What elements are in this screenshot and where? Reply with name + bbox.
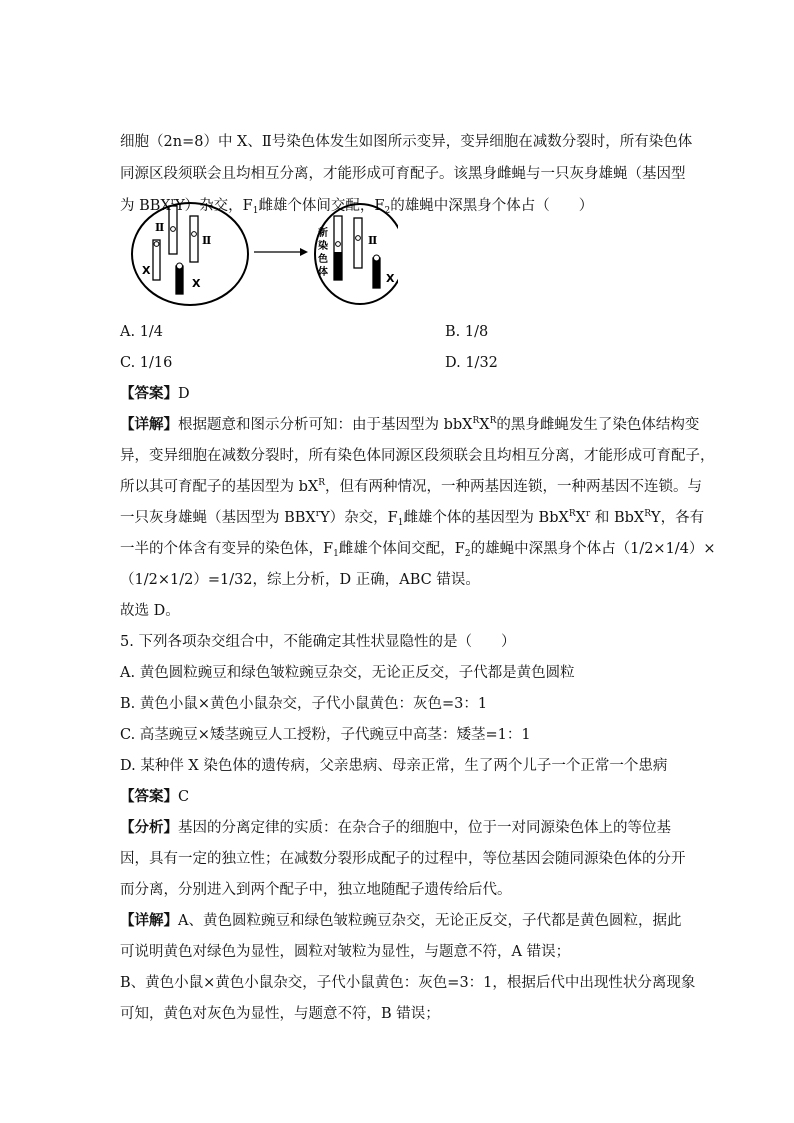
detail-1-line-7: 故选 D。: [120, 603, 180, 619]
svg-text:新: 新: [318, 228, 328, 239]
q5-option-b: B. 黄色小鼠×黄色小鼠杂交，子代小鼠黄色：灰色=3：1: [120, 696, 488, 712]
option-a: A. 1/4: [120, 324, 164, 340]
question-line-3: 为 BBX$^r$Y）杂交，$F_1$雌雄个体间交配，$F_2$的雄蝇中深黑身个体占（ ）: [120, 197, 594, 216]
detail-1-line-4: 一只灰身雄蝇（基因型为 BBX$^r$Y）杂交，$F_1$雌雄个体的基因型为 $BbX^RX^r$ 和 BbX$^R$Y，各有: [120, 509, 705, 528]
q5-option-a: A. 黄色圆粒豌豆和绿色皱粒豌豆杂交，无论正反交，子代都是黄色圆粒: [120, 665, 575, 681]
label-x-1: X: [142, 264, 151, 277]
analysis-line-3: 而分离，分别进入到两个配子中，独立地随配子遗传给后代。: [120, 882, 512, 898]
chromosome-x-variant: [373, 258, 380, 288]
label-ii-2: Ⅱ: [202, 234, 212, 247]
detail-1-line-2: 异，变异细胞在减数分裂时，所有染色体同源区段须联会且均相互分离，才能形成可育配子，: [120, 448, 715, 464]
option-b: B. 1/8: [445, 324, 489, 340]
svg-text:色: 色: [318, 254, 328, 265]
question-line-1: 细胞（2n=8）中 X、Ⅱ号染色体发生如图所示变异，变异细胞在减数分裂时，所有染色体: [120, 134, 693, 150]
chromosome-ii-variant: [354, 218, 362, 268]
answer-2: 【答案】C: [120, 788, 190, 805]
detail-2-line-2: 可说明黄色对绿色为显性，圆粒对皱粒为显性，与题意不符，A 错误；: [120, 944, 571, 960]
label-ii-3: Ⅱ: [368, 234, 378, 247]
label-x-2: X: [192, 277, 201, 290]
detail-1-line-3: 所以其可育配子的基因型为 $bX^R$，但有两种情况，一种两基因连锁，一种两基因不连锁。与: [120, 478, 702, 495]
detail-1-line-1: 【详解】根据题意和图示分析可知：由于基因型为 $bbX^RX^R$的黑身雌蝇发生了染色体结构变: [120, 416, 700, 433]
analysis-line-2: 因，具有一定的独立性；在减数分裂形成配子的过程中，等位基因会随同源染色体的分开: [120, 851, 686, 867]
arrow-head: [300, 248, 308, 256]
label-x-3: X: [386, 272, 395, 285]
chromosome-variation-figure: [128, 196, 398, 311]
question-line-2: 同源区段须联会且均相互分离，才能形成可育配子。该黑身雌蝇与一只灰身雄蝇（基因型: [120, 166, 686, 182]
detail-1-line-5: 一半的个体含有变异的染色体，$F_1$雌雄个体间交配，$F_2$的雄蝇中深黑身个体占（1/2×1/4）×: [120, 541, 716, 559]
q5-option-d: D. 某种伴 X 染色体的遗传病，父亲患病、母亲正常，生了两个儿子一个正常一个患病: [120, 758, 668, 774]
q5-option-c: C. 高茎豌豆×矮茎豌豆人工授粉，子代豌豆中高茎：矮茎=1：1: [120, 727, 531, 743]
detail-2-line-3: B、黄色小鼠×黄色小鼠杂交，子代小鼠黄色：灰色=3：1，根据后代中出现性状分离现象: [120, 975, 696, 991]
detail-1-line-6: （1/2×1/2）=1/32，综上分析，D 正确，ABC 错误。: [120, 572, 480, 588]
analysis-line-1: 【分析】基因的分离定律的实质：在杂合子的细胞中，位于一对同源染色体上的等位基: [120, 819, 671, 836]
svg-text:体: 体: [318, 267, 328, 278]
chromosome-x-right: [176, 266, 183, 294]
detail-2-line-4: 可知，黄色对灰色为显性，与题意不符，B 错误；: [120, 1006, 440, 1022]
option-d: D. 1/32: [445, 355, 498, 371]
chromosome-ii-right: [190, 216, 198, 262]
svg-text:染: 染: [318, 241, 328, 252]
new-chromosome-label: [318, 226, 328, 278]
option-c: C. 1/16: [120, 355, 173, 371]
q5-stem: 5. 下列各项杂交组合中，不能确定其性状显隐性的是（ ）: [120, 634, 516, 650]
label-ii-1: Ⅱ: [155, 221, 165, 234]
answer-1: 【答案】D: [120, 385, 190, 402]
detail-2-line-1: 【详解】A、黄色圆粒豌豆和绿色皱粒豌豆杂交，无论正反交，子代都是黄色圆粒，据此: [120, 912, 682, 929]
